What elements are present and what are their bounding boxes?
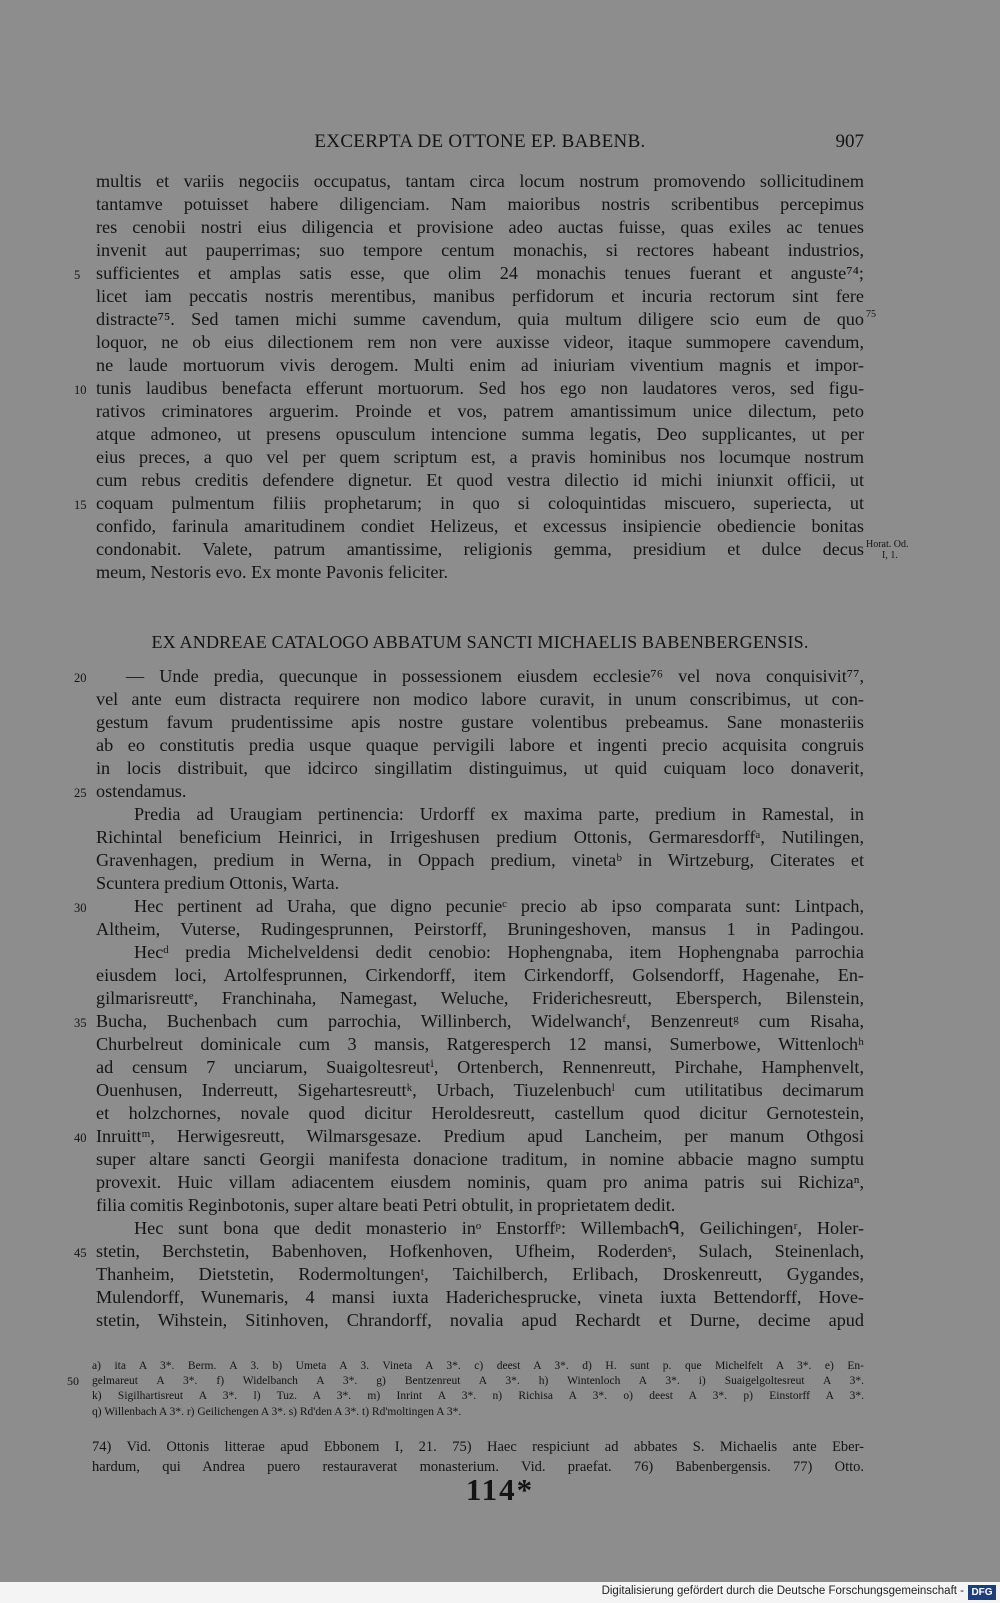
text-line: confido, farinula amaritudinem condiet Helizeus, et excessus insipiencie obediencie bonitas (96, 516, 864, 536)
page-number: 907 (835, 131, 864, 152)
numbered-line (96, 538, 909, 561)
text-line: multis et variis negociis occupatus, tantam circa locum nostrum promovendo sollicitudinem (96, 171, 864, 191)
text-line: meum, Nestoris evo. Ex monte Pavonis feliciter. (96, 562, 449, 582)
numbered-line (74, 262, 864, 285)
text-line: condonabit. Valete, patrum amantissime, religionis gemma, presidium et dulce decus (96, 539, 864, 559)
numbered-line (74, 377, 864, 400)
text-line: res cenobii nostri eius diligencia et provisione adeo auctas fuisse, quas exiles ac tenues (96, 217, 864, 237)
numbered-line (74, 1125, 864, 1148)
text-line: super altare sancti Georgii manifesta donacione traditum, in nomine abbacie magno sumptu (96, 1149, 864, 1169)
text-line: gilmarisreuttᵉ, Franchinaha, Namegast, Weluche, Friderichesreutt, Ebersperch, Bilenstein, (96, 988, 864, 1008)
text-line: Ouenhusen, Inderreutt, Sigehartesreuttᵏ, Urbach, Tiuzelenbuchˡ cum utilitatibus decimarum (96, 1080, 864, 1100)
footnote-line: 74) Vid. Ottonis litterae apud Ebbonem I, 21. 75) Haec respiciunt ad abbates S. Michaelis ante Eber- (92, 1439, 864, 1455)
text-line: tantamve potuisset habere diligenciam. Nam maioribus nostris scribentibus percepimus (96, 194, 864, 214)
apparatus-line: q) Willenbach A 3*. r) Geilichengen A 3*. s) Rd'den A 3*. t) Rd'moltingen A 3*. (92, 1405, 462, 1418)
text-line: Hec pertinent ad Uraha, que digno pecunieᶜ precio ab ipso comparata sunt: Lintpach, (134, 896, 864, 916)
text-line: tunis laudibus benefacta efferunt mortuorum. Sed hos ego non laudatores veros, sed figu- (96, 378, 864, 398)
footer-bar (0, 1582, 1000, 1603)
text-line: ostendamus. (96, 781, 187, 801)
text-line: atque admoneo, ut presens opusculum intencione summa legatis, Deo supplicantes, ut per (96, 424, 864, 444)
line-number: 25 (74, 786, 87, 800)
text-line: Altheim, Vuterse, Rudingesprunnen, Peirstorff, Bruningeshoven, mansus 1 in Padingou. (96, 919, 864, 939)
text-line: Bucha, Buchenbach cum parrochia, Willinberch, Widelwanchᶠ, Benzenreutᵍ cum Risaha, (96, 1011, 864, 1031)
numbered-line (96, 308, 876, 331)
line-number: 40 (74, 1131, 87, 1145)
text-line: eiusdem loci, Artolfesprunnen, Cirkendorff, item Cirkendorff, Golsendorff, Hagenahe, En- (96, 965, 864, 985)
line-number: 10 (74, 383, 87, 397)
numbered-line (74, 492, 864, 515)
excerpt-text (74, 170, 909, 584)
text-line: invenit aut pauperrimas; suo tempore centum monachis, si rectores habeant industrios, (96, 240, 864, 260)
numbered-line (74, 1240, 864, 1263)
signature-mark: 114* (465, 1472, 535, 1507)
text-line: sufficientes et amplas satis esse, que olim 24 monachis tenues fuerant et anguste⁷⁴; (96, 263, 864, 283)
text-line: et holzchornes, novale quod dicitur Heroldesreutt, castellum quod dicitur Gernotestein, (96, 1103, 864, 1123)
dfg-logo[interactable]: DFG (968, 1585, 996, 1600)
line-number: 45 (74, 1246, 87, 1260)
funding-notice: Digitalisierung gefördert durch die Deutsche Forschungsgemeinschaft - (601, 1585, 964, 1597)
line-number: 20 (74, 671, 87, 685)
text-line: filia comitis Reginbotonis, super altare beati Petri obtulit, in proprietatem dedit. (96, 1195, 676, 1215)
text-line: rativos criminatores arguerim. Proinde et vos, patrem amantissimum unice dilectum, peto (96, 401, 864, 421)
text-line: Hecᵈ predia Michelveldensi dedit cenobio: Hophengnaba, item Hophengnaba parrochia (134, 942, 864, 962)
margin-reference: Horat. Od. (866, 539, 909, 550)
text-line: Richintal beneficium Heinrici, in Irrigeshusen predium Ottonis, Germaresdorffᵃ, Nutilingen, (96, 827, 864, 847)
text-line: eius preces, a quo vel per quem scriptum est, a pravis hominibus nos locumque nostrum (96, 447, 864, 467)
text-line: in locis distribuit, que idcirco singillatim distinguimus, ut quid cuiquam loco donaverit, (96, 758, 864, 778)
text-line: ab eo constitutis predia usque quaque pervigili labore et ingenti precio acquisita congruis (96, 735, 864, 755)
text-line: ad censum 7 unciarum, Suaigoltesreutⁱ, Ortenberch, Rennenreutt, Pirchahe, Hamphenvelt, (96, 1057, 864, 1077)
apparatus-line: a) ita A 3*. Berm. A 3. b) Umeta A 3. Vineta A 3*. c) deest A 3*. d) H. sunt p. que Michelfelt A 3*. e) En- (92, 1360, 864, 1372)
line-number: 5 (74, 268, 81, 282)
text-line: Predia ad Uraugiam pertinencia: Urdorff ex maxima parte, predium in Ramestal, in (134, 804, 864, 824)
text-line: gestum favum prudentissime apis nostre gustare volentibus prebeamus. Sane monasteriis (96, 712, 864, 732)
text-line: ne laude mortuorum vivis derogem. Multi enim ad iniuriam viventium magnis et impor- (96, 355, 864, 375)
apparatus-line: k) Sigilhartisreut A 3*. l) Tuz. A 3*. m) Inrint A 3*. n) Richisa A 3*. o) deest A 3*. p) Einstorff A 3*. (92, 1390, 864, 1403)
text-line: distracte⁷⁵. Sed tamen michi summe cavendum, quia multum diligere scio eum de quo (96, 309, 864, 329)
text-line: Mulendorff, Wunemaris, 4 mansi iuxta Haderichesprucke, vineta iuxta Bettendorff, Hove- (96, 1287, 864, 1307)
text-line: Churbelreut dominicale cum 3 mansis, Ratgeresperch 12 mansi, Sumerbowe, Wittenlochʰ (96, 1034, 864, 1054)
text-line: vel ante eum distracta requirere non modico labore curavit, in unum conscribimus, ut con- (96, 689, 864, 709)
apparatus-line: gelmareut A 3*. f) Widelbanch A 3*. g) Bentzenreut A 3*. h) Wintenloch A 3*. i) Suaigelgoltesreut A 3*. (92, 1375, 864, 1388)
critical-apparatus (67, 1359, 864, 1420)
numbered-line (67, 1374, 864, 1389)
text-line: Gravenhagen, predium in Werna, in Oppach predium, vinetaᵇ in Wirtzeburg, Citerates et (96, 850, 864, 870)
line-number: 30 (74, 901, 87, 915)
text-line: provexit. Huic villam adiacentem eiusdem nominis, quam pro anima patris sui Richizaⁿ, (96, 1172, 864, 1192)
text-line: — Unde predia, quecunque in possessionem eiusdem ecclesie⁷⁶ vel nova conquisivit⁷⁷, (126, 666, 864, 686)
page-header (96, 131, 864, 161)
catalog-text (74, 665, 864, 1332)
numbered-line (74, 780, 864, 803)
running-title: EXCERPTA DE OTTONE EP. BABENB. (314, 131, 646, 152)
numbered-line (74, 665, 864, 688)
line-number: 50 (67, 1374, 79, 1389)
text-line: Hec sunt bona que dedit monasterio inᵒ Enstorffᵖ: Willembachᑫ, Geilichingenʳ, Holer- (134, 1218, 864, 1238)
text-line: stetin, Berchstetin, Babenhoven, Hofkenhoven, Ufheim, Roderdenˢ, Sulach, Steinenlach, (96, 1241, 864, 1261)
text-line: loquor, ne ob eius dilectionem rem non vere auxisse videor, itaque summopere cavendum, (96, 332, 864, 352)
line-number: 35 (74, 1016, 87, 1030)
numbered-line (74, 895, 864, 918)
margin-line-number: 75 (866, 309, 876, 320)
text-line: Thanheim, Dietstetin, Rodermoltungenᵗ, Taichilberch, Erlibach, Droskenreutt, Gygandes, (96, 1264, 864, 1284)
text-line: coquam pulmentum filiis prophetarum; in quo si coloquintidas miscuero, superiecta, ut (96, 493, 864, 513)
footnote-line: hardum, qui Andrea puero restauraverat monasterium. Vid. praefat. 76) Babenbergensis. 77) Otto. (92, 1458, 864, 1475)
numbered-line (74, 1010, 864, 1033)
line-number: 15 (74, 498, 87, 512)
text-line: Scuntera predium Ottonis, Warta. (96, 873, 340, 893)
text-line: cum rebus creditis defendere dignetur. Et quod vestra dilectio id michi iniunxit officii, ut (96, 470, 864, 490)
text-line: Inruittᵐ, Herwigesreutt, Wilmarsgesaze. Predium apud Lancheim, per manum Othgosi (96, 1126, 864, 1146)
section-title: EX ANDREAE CATALOGO ABBATUM SANCTI MICHAELIS BABENBERGENSIS. (151, 632, 809, 652)
text-line: licet iam peccatis nostris merentibus, manibus perfidorum et incuria rectorum sint fere (96, 286, 864, 306)
text-line: stetin, Wihstein, Sitinhoven, Chrandorff, novalia apud Rechardt et Durne, decime apud (96, 1310, 864, 1330)
margin-reference: I, 1. (882, 550, 898, 561)
